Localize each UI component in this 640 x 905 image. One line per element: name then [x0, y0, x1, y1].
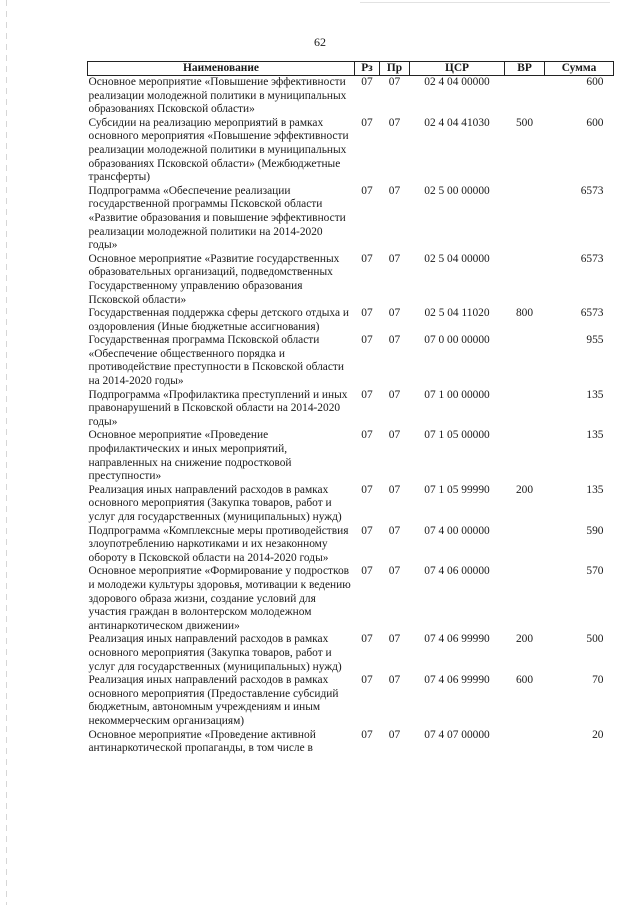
cell-pr: 07 [388, 116, 401, 129]
cell-csr: 07 4 06 99990 [424, 674, 490, 687]
table-row [88, 334, 614, 388]
cell-pr: 07 [388, 728, 401, 741]
cell-csr: 07 1 00 00000 [424, 388, 490, 401]
cell-rz: 07 [361, 674, 373, 687]
cell-vr: 600 [515, 674, 534, 687]
cell-name: Реализация иных направлений расходов в рамках основного мероприятия (Предоставление субсидий бюджетным, автономным учреждениям и иным некоммерческим организациям) [88, 674, 339, 727]
cell-name: Основное мероприятие «Проведение профилактических и иных мероприятий, направленных на снижение подростковой преступности» [88, 429, 292, 483]
cell-name: Подпрограмма «Профилактика преступлений и иных правонарушений в Псковской области на 2014-2020 годы» [88, 388, 348, 428]
table-row [88, 633, 614, 674]
cell-rz: 07 [361, 483, 373, 496]
cell-name: Основное мероприятие «Развитие государственных образовательных организаций, подведомственных Государственному управлению образования Псковской области» [88, 252, 340, 306]
cell-csr: 07 0 00 00000 [424, 334, 490, 347]
cell-vr [505, 389, 545, 430]
table-row [88, 76, 614, 117]
cell-pr: 07 [388, 524, 401, 537]
cell-sum: 70 [592, 674, 604, 687]
header-rz: Рз [355, 62, 380, 76]
cell-sum: 6573 [580, 307, 604, 320]
cell-pr: 07 [388, 388, 401, 401]
cell-sum: 135 [586, 429, 604, 442]
cell-sum: 570 [586, 565, 604, 578]
cell-name: Реализация иных направлений расходов в рамках основного мероприятия (Закупка товаров, работ и услуг для государственных (муниципальных) нужд) [88, 633, 342, 673]
cell-rz: 07 [361, 307, 373, 320]
cell-sum: 20 [592, 728, 604, 741]
cell-csr: 07 1 05 00000 [424, 429, 490, 442]
table-row [88, 117, 614, 185]
scan-edge-left [6, 0, 7, 905]
cell-pr: 07 [388, 429, 401, 442]
cell-pr: 07 [388, 483, 401, 496]
cell-rz: 07 [361, 728, 373, 741]
table-row [88, 674, 614, 728]
cell-sum: 955 [586, 334, 604, 347]
header-pr: Пр [380, 62, 410, 76]
table-row [88, 484, 614, 525]
cell-name: Подпрограмма «Комплексные меры противодействия злоупотреблению наркотиками и их незаконному обороту в Псковской области на 2014-2020 годы» [88, 524, 349, 564]
cell-csr: 07 4 00 00000 [424, 524, 490, 537]
cell-csr: 07 1 05 99990 [424, 483, 490, 496]
cell-sum: 135 [586, 483, 604, 496]
table-row [88, 429, 614, 483]
cell-sum: 590 [586, 524, 604, 537]
cell-rz: 07 [361, 334, 373, 347]
cell-pr: 07 [388, 633, 401, 646]
cell-vr [505, 429, 545, 483]
cell-rz: 07 [361, 388, 373, 401]
cell-csr: 02 5 04 11020 [424, 307, 490, 320]
cell-csr: 02 4 04 00000 [424, 76, 490, 88]
cell-pr: 07 [388, 184, 401, 197]
cell-csr: 07 4 07 00000 [424, 728, 490, 741]
table-row [88, 253, 614, 307]
cell-csr: 02 5 00 00000 [424, 184, 490, 197]
cell-vr: 200 [515, 633, 534, 646]
cell-name: Основное мероприятие «Формирование у подростков и молодежи культуры здоровья, мотивации к ведению здорового образа жизни, создание условий для участия граждан в волонтерском молодежном антинаркотическом движении» [88, 565, 351, 632]
cell-vr: 500 [515, 116, 534, 129]
header-csr: ЦСР [410, 62, 505, 76]
page-number: 62 [314, 35, 326, 49]
cell-rz: 07 [361, 429, 373, 442]
cell-sum: 6573 [580, 184, 604, 197]
cell-name: Подпрограмма «Обеспечение реализации государственной программы Псковской области «Развитие образования и повышение эффективности реализации молодежной политики на 2014-2020 годы» [88, 184, 346, 252]
cell-rz: 07 [361, 252, 373, 265]
cell-rz: 07 [361, 565, 373, 578]
cell-name: Реализация иных направлений расходов в рамках основного мероприятия (Закупка товаров, работ и услуг для государственных (муниципальных) нужд) [88, 483, 342, 523]
cell-name: Субсидии на реализацию мероприятий в рамках основного мероприятия «Повышение эффективности реализации молодежной политики в муниципальных образованиях Псковской области» (Межбюджетные трансферты) [88, 116, 349, 184]
cell-sum: 135 [586, 388, 604, 401]
scan-edge-top [360, 2, 610, 3]
header-sum: Сумма [545, 62, 614, 76]
cell-rz: 07 [361, 184, 373, 197]
cell-csr: 02 4 04 41030 [424, 116, 490, 129]
cell-pr: 07 [388, 565, 401, 578]
table-row [88, 185, 614, 253]
cell-vr [505, 525, 545, 566]
table-row [88, 565, 614, 633]
cell-vr [505, 334, 545, 388]
table-header [88, 62, 614, 76]
cell-name: Государственная поддержка сферы детского отдыха и оздоровления (Иные бюджетные ассигнования) [88, 307, 349, 333]
cell-vr [505, 565, 545, 633]
table-body [88, 76, 614, 756]
cell-vr [505, 76, 545, 117]
cell-csr: 07 4 06 00000 [424, 565, 490, 578]
cell-name: Государственная программа Псковской области «Обеспечение общественного порядка и противодействие преступности в Псковской области на 2014-2020 годы» [88, 334, 344, 388]
cell-vr [505, 729, 545, 756]
cell-sum: 6573 [580, 252, 604, 265]
cell-vr [505, 253, 545, 307]
cell-pr: 07 [388, 76, 401, 88]
budget-table [87, 61, 614, 756]
cell-sum: 600 [586, 116, 604, 129]
header-name: Наименование [88, 62, 355, 76]
cell-sum: 500 [586, 633, 604, 646]
table-row [88, 307, 614, 334]
cell-csr: 07 4 06 99990 [424, 633, 490, 646]
cell-pr: 07 [388, 334, 401, 347]
cell-name: Основное мероприятие «Проведение активной антинаркотической пропаганды, в том числе в [88, 728, 316, 755]
cell-pr: 07 [388, 252, 401, 265]
cell-vr: 800 [515, 307, 534, 320]
table-row [88, 525, 614, 566]
cell-name: Основное мероприятие «Повышение эффективности реализации молодежной политики в муниципальных образованиях Псковской области» [88, 76, 347, 116]
cell-rz: 07 [361, 524, 373, 537]
header-vr: ВР [505, 62, 545, 76]
cell-rz: 07 [361, 116, 373, 129]
cell-pr: 07 [388, 307, 401, 320]
cell-rz: 07 [361, 76, 373, 88]
cell-pr: 07 [388, 674, 401, 687]
cell-rz: 07 [361, 633, 373, 646]
table-row [88, 389, 614, 430]
cell-vr [505, 185, 545, 253]
table-row [88, 729, 614, 756]
cell-csr: 02 5 04 00000 [424, 252, 490, 265]
cell-sum: 600 [586, 76, 604, 88]
cell-vr: 200 [515, 483, 534, 496]
